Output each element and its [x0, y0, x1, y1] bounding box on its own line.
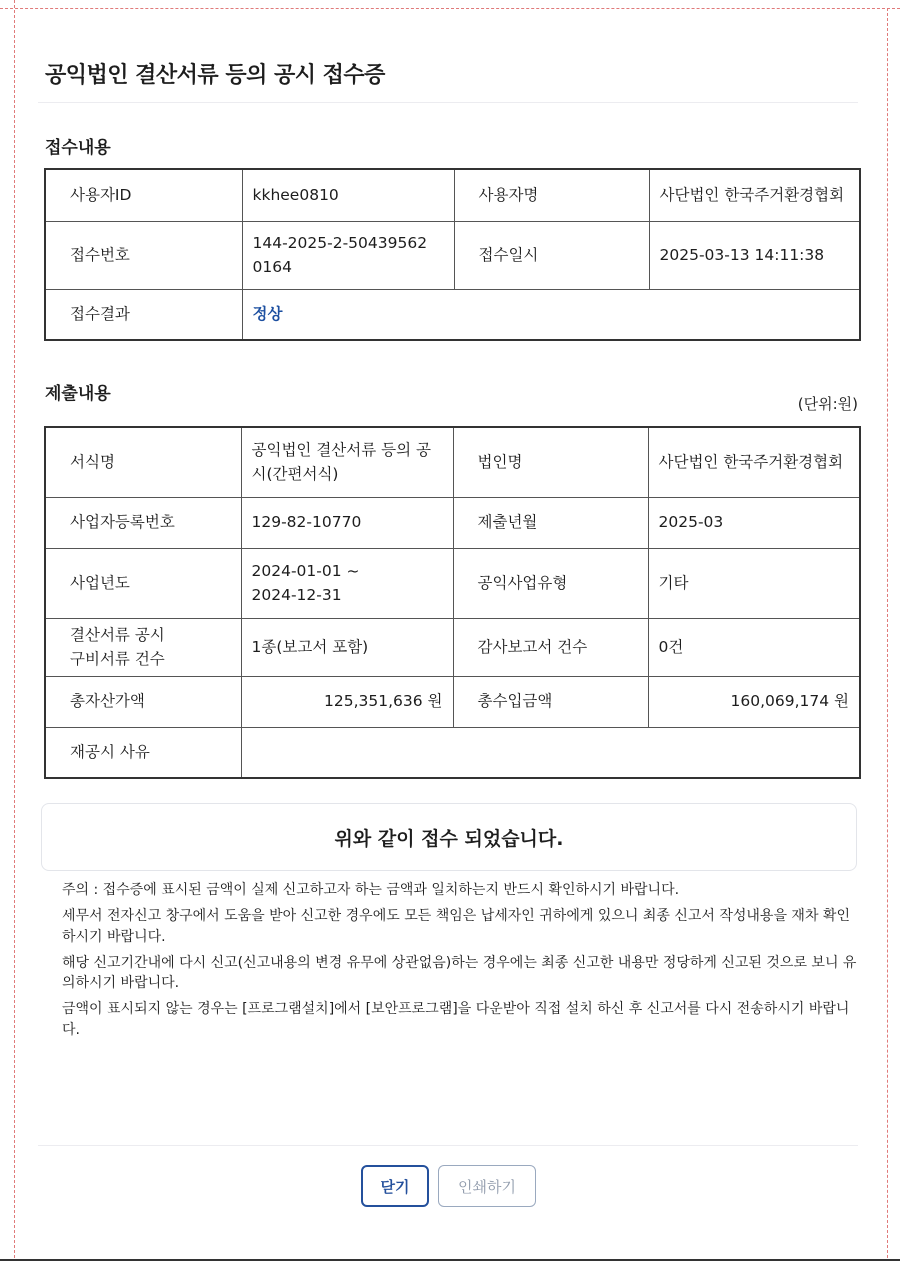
receipt-table: [44, 168, 861, 341]
fiscal-year-value: 2024-01-01 ~ 2024-12-31: [241, 548, 453, 618]
audit-count-label: 감사보고서 건수: [453, 618, 648, 676]
submit-month-value: 2025-03: [648, 497, 860, 548]
page-title: 공익법인 결산서류 등의 공시 접수증: [45, 63, 385, 88]
doc-count-value: 1종(보고서 포함): [241, 618, 453, 676]
print-button[interactable]: 인쇄하기: [438, 1165, 536, 1207]
footer-divider: [38, 1145, 858, 1146]
total-assets-label: 총자산가액: [45, 676, 241, 727]
redisclosure-value: [241, 727, 860, 778]
doc-count-label: 결산서류 공시 구비서류 건수: [45, 618, 241, 676]
form-name-label: 서식명: [45, 427, 241, 497]
unit-label: (단위:원): [797, 395, 858, 413]
corp-name-value: 사단법인 한국주거환경협회: [648, 427, 860, 497]
total-assets-value: 125,351,636 원: [241, 676, 453, 727]
submission-section-title: 제출내용: [45, 384, 111, 404]
page-edge-left: [14, 0, 15, 1258]
table-row: [45, 548, 860, 618]
receipt-confirmation-message: 위와 같이 접수 되었습니다.: [41, 803, 857, 871]
user-name-label: 사용자명: [454, 169, 649, 221]
page-edge-right: [887, 8, 888, 1258]
receipt-datetime-label: 접수일시: [454, 221, 649, 289]
table-row: [45, 618, 860, 676]
note-item: 해당 신고기간내에 다시 신고(신고내용의 변경 유무에 상관없음)하는 경우에는 최종 신고한 내용만 정당하게 신고된 것으로 보니 유의하시기 바랍니다.: [62, 954, 857, 992]
close-button[interactable]: 닫기: [361, 1165, 429, 1207]
fiscal-year-label: 사업년도: [45, 548, 241, 618]
note-item: 주의 : 접수증에 표시된 금액이 실제 신고하고자 하는 금액과 일치하는지 반드시 확인하시기 바랍니다.: [62, 882, 680, 898]
user-id-value: kkhee0810: [242, 169, 454, 221]
receipt-no-value: 144-2025-2-50439562 0164: [242, 221, 454, 289]
user-id-label: 사용자ID: [45, 169, 242, 221]
business-type-value: 기타: [648, 548, 860, 618]
user-name-value: 사단법인 한국주거환경협회: [649, 169, 860, 221]
table-row: [45, 427, 860, 497]
biz-reg-no-label: 사업자등록번호: [45, 497, 241, 548]
receipt-datetime-value: 2025-03-13 14:11:38: [649, 221, 860, 289]
table-row: [45, 676, 860, 727]
notes-list: [62, 880, 862, 1046]
form-name-value: 공익법인 결산서류 등의 공 시(간편서식): [241, 427, 453, 497]
audit-count-value: 0건: [648, 618, 860, 676]
table-row: [45, 169, 860, 221]
submission-table: [44, 426, 861, 779]
title-divider: [38, 102, 858, 103]
table-row: [45, 497, 860, 548]
table-row: [45, 289, 860, 340]
note-item: 세무서 전자신고 창구에서 도움을 받아 신고한 경우에도 모든 책임은 납세자인 귀하에게 있으니 최종 신고서 작성내용을 재차 확인하시기 바랍니다.: [62, 908, 850, 945]
redisclosure-label: 재공시 사유: [45, 727, 241, 778]
corp-name-label: 법인명: [453, 427, 648, 497]
result-status: 정상: [242, 289, 860, 340]
biz-reg-no-value: 129-82-10770: [241, 497, 453, 548]
total-income-label: 총수입금액: [453, 676, 648, 727]
page-edge-bottom: [0, 1259, 900, 1261]
note-item: 금액이 표시되지 않는 경우는 [프로그램설치]에서 [보안프로그램]을 다운받아 직접 설치 하신 후 신고서를 다시 전송하시기 바랍니다.: [62, 1001, 850, 1038]
total-income-value: 160,069,174 원: [648, 676, 860, 727]
table-row: [45, 221, 860, 289]
submit-month-label: 제출년월: [453, 497, 648, 548]
business-type-label: 공익사업유형: [453, 548, 648, 618]
receipt-section-title: 접수내용: [45, 138, 111, 158]
table-row: [45, 727, 860, 778]
receipt-no-label: 접수번호: [45, 221, 242, 289]
page-edge-top: [0, 8, 900, 9]
result-label: 접수결과: [45, 289, 242, 340]
